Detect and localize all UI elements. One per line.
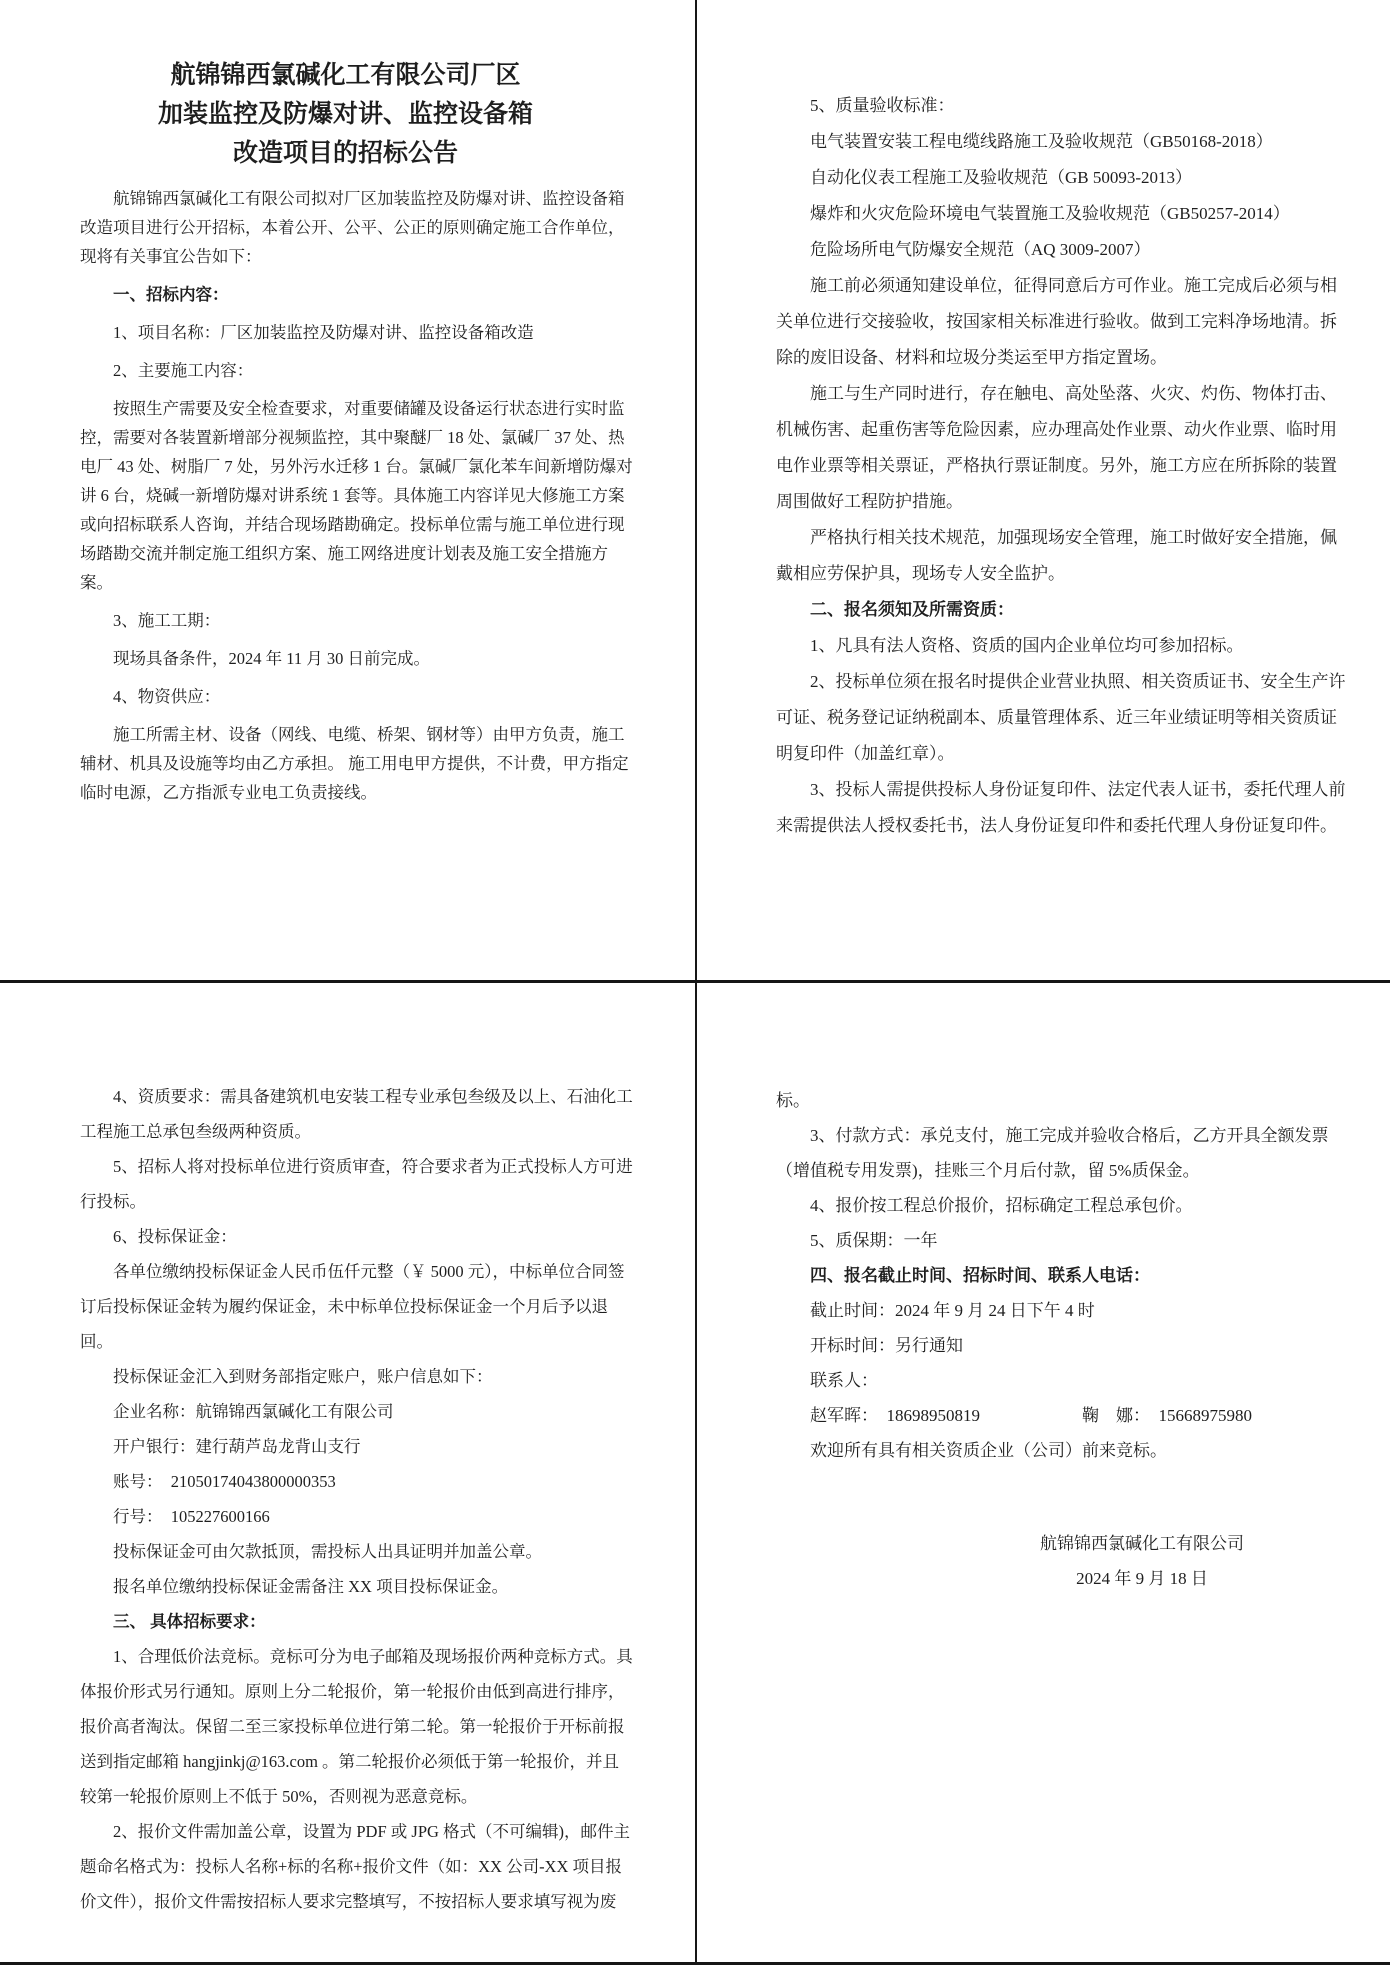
paragraph: 危险场所电气防爆安全规范（AQ 3009-2007） — [810, 240, 1151, 259]
paragraph: 1、凡具有法人资格、资质的国内企业单位均可参加招标。 — [810, 636, 1244, 655]
page-2-right-column — [776, 1083, 1348, 1596]
paragraph: 报名单位缴纳投标保证金需备注 XX 项目投标保证金。 — [113, 1577, 509, 1596]
paragraph: 2、投标单位须在报名时提供企业营业执照、相关资质证书、安全生产许可证、税务登记证纳税副本、质量管理体系、近三年业绩证明等相关资质证明复印件（加盖红章）。 — [776, 672, 1346, 763]
page-1 — [0, 0, 1390, 980]
paragraph: 欢迎所有具有相关资质企业（公司）前来竞标。 — [810, 1441, 1167, 1460]
paragraph: 4、报价按工程总价报价，招标确定工程总承包价。 — [810, 1196, 1193, 1215]
paragraph: 自动化仪表工程施工及验收规范（GB 50093-2013） — [810, 168, 1193, 187]
paragraph: 投标保证金可由欠款抵顶，需投标人出具证明并加盖公章。 — [113, 1542, 542, 1561]
paragraph: 现场具备条件，2024 年 11 月 30 日前完成。 — [113, 649, 431, 668]
paragraph: 各单位缴纳投标保证金人民币伍仟元整（￥ 5000 元），中标单位合同签订后投标保证金转为履约保证金，未中标单位投标保证金一个月后予以退回。 — [80, 1262, 625, 1351]
paragraph: 3、付款方式：承兑支付，施工完成并验收合格后，乙方开具全额发票（增值税专用发票)，挂账三个月后付款，留 5%质保金。 — [776, 1126, 1329, 1180]
page-2-left-column — [80, 1079, 635, 1919]
paragraph: 严格执行相关技术规范，加强现场安全管理，施工时做好安全措施，佩戴相应劳保护具，现场专人安全监护。 — [776, 528, 1337, 583]
column-divider-line — [695, 0, 697, 980]
signature-date: 2024 年 9 月 18 日 — [1076, 1569, 1208, 1588]
paragraph: 开标时间：另行通知 — [810, 1336, 963, 1355]
paragraph: 施工与生产同时进行，存在触电、高处坠落、火灾、灼伤、物体打击、机械伤害、起重伤害等危险因素，应办理高处作业票、动火作业票、临时用电作业票等相关票证，严格执行票证制度。另外，施工方应在所拆除的装置周围做好工程防护措施。 — [776, 384, 1337, 511]
paragraph: 账号： 21050174043800000353 — [113, 1472, 336, 1491]
paragraph: 1、合理低价法竞标。竞标可分为电子邮箱及现场报价两种竞标方式。具体报价形式另行通知。原则上分二轮报价，第一轮报价由低到高进行排序，报价高者淘汰。保留二至三家投标单位进行第二轮。第一轮报价于开标前报送到指定邮箱 hangjinkj@163.com 。第二轮报价必须低于第一轮报价，并且较第一轮报价原则上不低于 50%，否则视为恶意竞标。 — [80, 1647, 633, 1806]
paragraph: 截止时间：2024 年 9 月 24 日下午 4 时 — [810, 1301, 1095, 1320]
paragraph: 施工前必须通知建设单位，征得同意后方可作业。施工完成后必须与相关单位进行交接验收，按国家相关标准进行验收。做到工完料净场地清。拆除的废旧设备、材料和垃圾分类运至甲方指定置场。 — [776, 276, 1337, 367]
paragraph: 开户银行：建行葫芦岛龙背山支行 — [113, 1437, 361, 1456]
paragraph: 5、质量验收标准： — [810, 96, 955, 115]
paragraph: 联系人： — [810, 1371, 878, 1390]
paragraph: 爆炸和火灾危险环境电气装置施工及验收规范（GB50257-2014） — [810, 204, 1290, 223]
document-title-line: 航锦锦西氯碱化工有限公司厂区 — [170, 62, 521, 89]
paragraph: 4、物资供应： — [113, 687, 221, 706]
paragraph: 电气装置安装工程电缆线路施工及验收规范（GB50168-2018） — [810, 132, 1273, 151]
column-divider-line — [695, 983, 697, 1965]
paragraph: 航锦锦西氯碱化工有限公司拟对厂区加装监控及防爆对讲、监控设备箱改造项目进行公开招标，本着公开、公平、公正的原则确定施工合作单位，现将有关事宜公告如下： — [80, 189, 625, 266]
paragraph: 2、主要施工内容： — [113, 361, 254, 380]
paragraph: 6、投标保证金： — [113, 1227, 237, 1246]
paragraph: 投标保证金汇入到财务部指定账户，账户信息如下： — [113, 1367, 493, 1386]
section-heading: 三、 具体招标要求： — [113, 1612, 266, 1631]
paragraph: 3、施工工期： — [113, 611, 221, 630]
paragraph: 2、报价文件需加盖公章，设置为 PDF 或 JPG 格式（不可编辑)，邮件主题命名格式为：投标人名称+标的名称+报价文件（如：XX 公司-XX 项目报价文件），报价文件需按招标人要求完整填写，不按招标人要求填写视为废 — [80, 1822, 631, 1911]
document-title-line: 加装监控及防爆对讲、监控设备箱 — [157, 101, 533, 128]
paragraph: 企业名称：航锦锦西氯碱化工有限公司 — [113, 1402, 394, 1421]
paragraph: 行号： 105227600166 — [113, 1507, 270, 1526]
page-1-left-column — [80, 56, 635, 816]
paragraph: 1、项目名称：厂区加装监控及防爆对讲、监控设备箱改造 — [113, 323, 534, 342]
document-title-line: 改造项目的招标公告 — [232, 140, 458, 167]
paragraph: 赵军晖： 18698950819 鞠 娜： 15668975980 — [810, 1406, 1252, 1425]
paragraph: 5、招标人将对投标单位进行资质审查，符合要求者为正式投标人方可进行投标。 — [80, 1157, 633, 1211]
page-2 — [0, 983, 1390, 1965]
paragraph: 3、投标人需提供投标人身份证复印件、法定代表人证书，委托代理人前来需提供法人授权委托书，法人身份证复印件和委托代理人身份证复印件。 — [776, 780, 1346, 835]
section-heading: 四、报名截止时间、招标时间、联系人电话： — [810, 1266, 1150, 1285]
paragraph: 施工所需主材、设备（网线、电缆、桥架、钢材等）由甲方负责，施工辅材、机具及设施等均由乙方承担。 施工用电甲方提供，不计费，甲方指定临时电源，乙方指派专业电工负责接线。 — [80, 725, 629, 802]
page-1-right-column — [776, 88, 1348, 844]
paragraph: 5、质保期：一年 — [810, 1231, 938, 1250]
paragraph: 4、资质要求：需具备建筑机电安装工程专业承包叁级及以上、石油化工工程施工总承包叁级两种资质。 — [80, 1087, 633, 1141]
signature-company: 航锦锦西氯碱化工有限公司 — [1040, 1534, 1244, 1553]
section-heading: 一、招标内容： — [113, 285, 229, 304]
paragraph: 按照生产需要及安全检查要求，对重要储罐及设备运行状态进行实时监控，需要对各装置新增部分视频监控，其中聚醚厂 18 处、氯碱厂 37 处、热电厂 43 处、树脂厂 7 处，另外污水迁移 1 台。氯碱厂氯化苯车间新增防爆对讲 6 台，烧碱一新增防爆对讲系统 1 套等。具体施工内容详见大修施工方案或向招标联系人咨询，并结合现场踏勘确定。投标单位需与施工单位进行现场踏勘交流并制定施工组织方案、施工网络进度计划表及施工安全措施方案。 — [80, 399, 633, 592]
paragraph: 标。 — [776, 1091, 810, 1110]
section-heading: 二、报名须知及所需资质： — [810, 600, 1014, 619]
